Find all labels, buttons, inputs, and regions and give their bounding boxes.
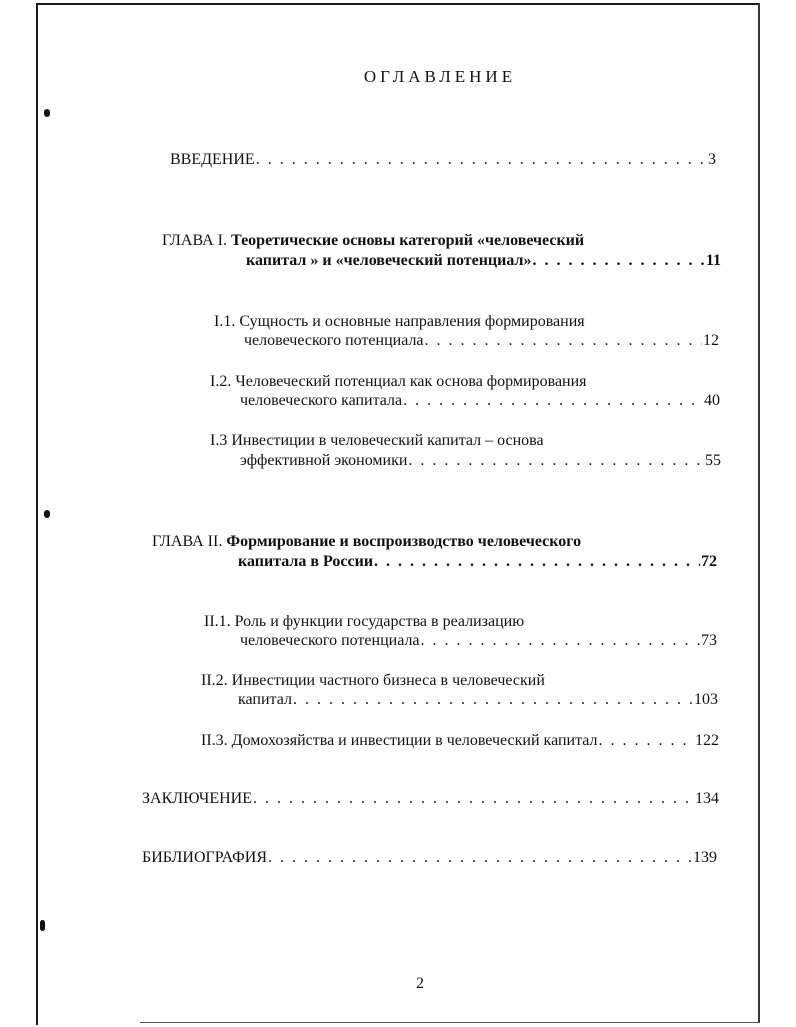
section-title-line1: Инвестиции в человеческий капитал – основа [231,432,544,449]
page-number: 2 [416,975,424,992]
section-title-line1: Инвестиции частного бизнеса в человеческий [231,672,545,689]
chapter-title-line2: капитал » и «человеческий потенциал» [246,252,532,269]
entry-page: 134 [695,790,719,807]
entry-page: 55 [705,452,721,469]
toc-section-1-3 [210,431,544,451]
entry-page: 3 [708,151,716,168]
leader-dots [293,690,693,710]
entry-page: 11 [705,252,721,269]
entry-page: 12 [703,332,719,349]
toc-section-1-1-line2 [244,331,719,351]
section-title-line2: человеческого капитала [240,392,403,409]
section-number: I.3 [210,432,228,449]
section-title-line1: Человеческий потенциал как основа формирования [235,373,587,390]
chapter-title-line2: капитала в России [238,553,374,570]
toc-entry-conclusion [142,789,719,809]
leader-dots [421,631,700,651]
section-title-line1: Сущность и основные направления формирования [239,313,585,330]
leader-dots [425,331,702,351]
toc-chapter-1-line2 [246,251,721,271]
leader-dots [408,451,704,471]
section-title: Домохозяйства и инвестиции в человеческий капитал [231,732,598,749]
scan-speck [44,510,50,518]
entry-page: 72 [701,553,717,570]
leader-dots [253,789,694,809]
toc-entry-bibliography [142,848,717,868]
section-number: II.3. [201,732,228,749]
leader-dots [374,552,700,572]
section-number: II.2. [201,672,228,689]
section-title-line2: человеческого потенциала [240,632,420,649]
entry-label: ВВЕДЕНИЕ [170,151,255,168]
leader-dots [256,150,707,170]
section-title-line1: Роль и функции государства в реализацию [234,613,525,630]
toc-chapter-1 [162,231,584,251]
toc-title: ОГЛАВЛЕНИЕ [363,67,517,86]
toc-entry-intro [170,150,716,170]
toc-section-2-2 [201,671,545,691]
section-title-line2: человеческого потенциала [244,332,424,349]
scan-border-left [36,3,38,1025]
chapter-number: ГЛАВА I. [162,232,227,249]
scan-speck [44,109,50,117]
section-title-line2: эффективной экономики [240,452,408,469]
leader-dots [599,731,694,751]
toc-section-1-3-line2 [240,451,721,471]
scan-border-bottom [140,1022,760,1023]
toc-section-2-3 [201,731,719,751]
chapter-title-line1: Теоретические основы категорий «человеческий [231,232,585,249]
leader-dots [268,848,692,868]
entry-page: 139 [693,849,717,866]
toc-section-2-1 [204,612,524,632]
scan-speck [40,920,45,931]
entry-page: 40 [704,392,720,409]
entry-page: 103 [694,691,718,708]
entry-page: 73 [701,632,717,649]
toc-section-2-2-line2 [238,690,718,710]
section-number: II.1. [204,613,231,630]
toc-chapter-2 [152,532,581,552]
toc-section-1-1 [214,312,585,332]
toc-section-1-2-line2 [240,391,720,411]
entry-label: ЗАКЛЮЧЕНИЕ [142,790,252,807]
scan-border-right [758,3,760,1023]
leader-dots [532,251,704,271]
toc-chapter-2-line2 [238,552,717,572]
entry-page: 122 [695,732,719,749]
section-number: I.2. [210,373,232,390]
section-number: I.1. [214,313,236,330]
chapter-number: ГЛАВА II. [152,533,223,550]
toc-section-2-1-line2 [240,631,717,651]
entry-label: БИБЛИОГРАФИЯ [142,849,268,866]
scan-border-top [38,3,760,5]
leader-dots [403,391,703,411]
toc-section-1-2 [210,372,587,392]
section-title-line2: капитал [238,691,292,708]
chapter-title-line1: Формирование и воспроизводство человеческого [226,533,582,550]
